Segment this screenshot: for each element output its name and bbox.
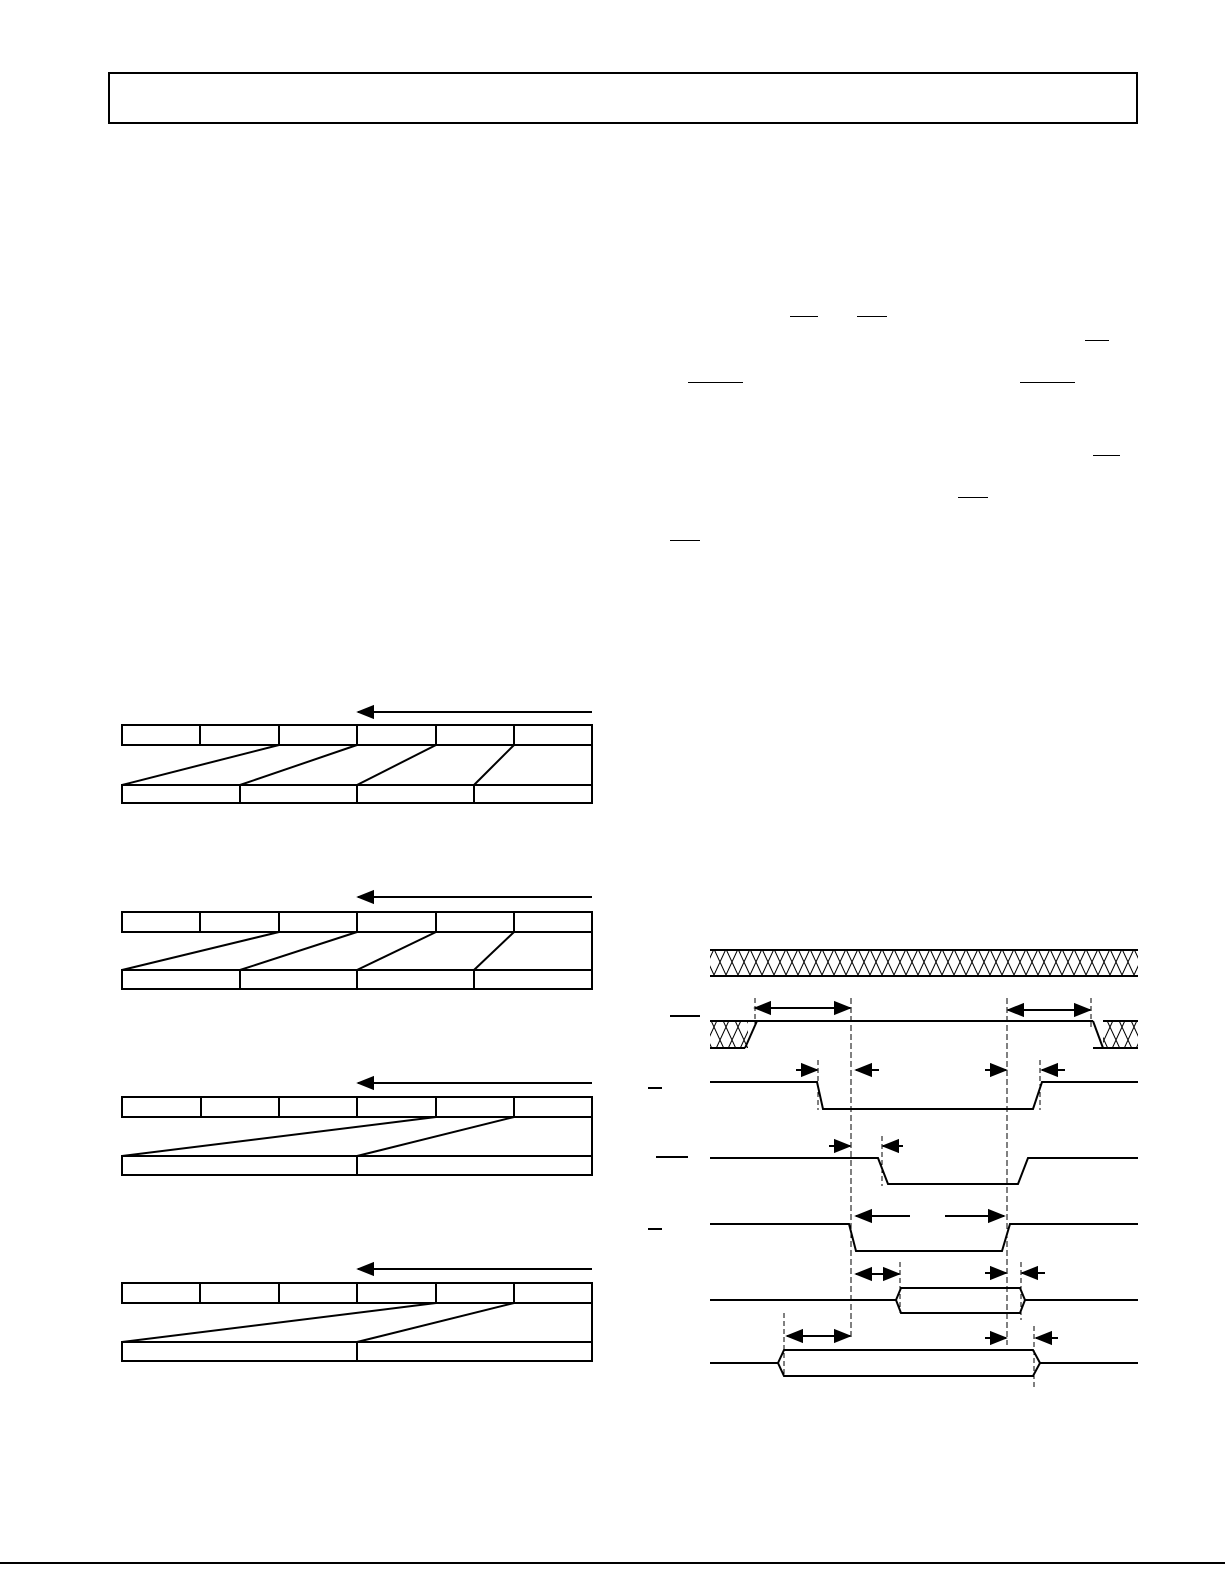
mapping-line [474,932,514,970]
signal-strobe-4 [648,1216,1138,1251]
signal-data-1 [710,1262,1138,1320]
packing-diagram-4 [122,1269,592,1361]
mapping-line [474,745,514,785]
packing-diagram-1 [122,712,592,803]
mapping-line [122,1303,436,1342]
mapping-line [357,745,436,785]
signal-strobe-3 [656,1136,1138,1186]
signal-strobe-1 [670,998,1138,1048]
footer-rule [0,1562,1225,1564]
signal-strobe-2 [648,1060,1138,1110]
mapping-line [122,1117,436,1156]
signal-data-2 [710,1313,1138,1390]
timing-diagram [648,950,1138,1390]
mapping-line [357,1117,514,1156]
packing-diagram-3 [122,1083,592,1175]
mapping-line [357,1303,514,1342]
mapping-line [357,932,436,970]
packing-diagram-2 [122,897,592,989]
signal-bus-hatched [710,950,1138,976]
